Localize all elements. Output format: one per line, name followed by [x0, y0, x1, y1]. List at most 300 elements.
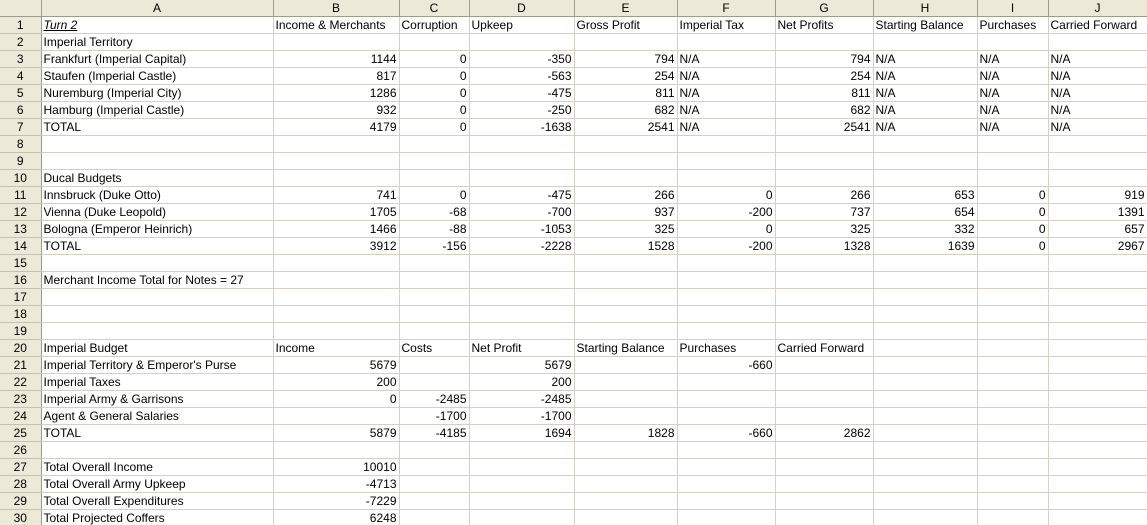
cell-b20[interactable]: Income — [273, 340, 399, 357]
row-header[interactable]: 23 — [0, 391, 41, 408]
cell-e30[interactable] — [574, 510, 677, 525]
column-header-d[interactable]: D — [469, 0, 574, 17]
row-header[interactable]: 30 — [0, 510, 41, 525]
cell-g12[interactable]: 737 — [775, 204, 873, 221]
cell-f11[interactable]: 0 — [677, 187, 775, 204]
cell-e12[interactable]: 937 — [574, 204, 677, 221]
cell-d15[interactable] — [469, 255, 574, 272]
cell-j4[interactable]: N/A — [1048, 68, 1147, 85]
cell-g21[interactable] — [775, 357, 873, 374]
cell-j27[interactable] — [1048, 459, 1147, 476]
cell-f20[interactable]: Purchases — [677, 340, 775, 357]
cell-j6[interactable]: N/A — [1048, 102, 1147, 119]
cell-f3[interactable]: N/A — [677, 51, 775, 68]
cell-e16[interactable] — [574, 272, 677, 289]
cell-f9[interactable] — [677, 153, 775, 170]
cell-c24[interactable]: -1700 — [399, 408, 469, 425]
cell-g20[interactable]: Carried Forward — [775, 340, 873, 357]
column-header-g[interactable]: G — [775, 0, 873, 17]
cell-h4[interactable]: N/A — [873, 68, 977, 85]
cell-a19[interactable] — [41, 323, 273, 340]
cell-e25[interactable]: 1828 — [574, 425, 677, 442]
cell-i7[interactable]: N/A — [977, 119, 1048, 136]
cell-g14[interactable]: 1328 — [775, 238, 873, 255]
cell-h9[interactable] — [873, 153, 977, 170]
cell-g25[interactable]: 2862 — [775, 425, 873, 442]
cell-h5[interactable]: N/A — [873, 85, 977, 102]
cell-g4[interactable]: 254 — [775, 68, 873, 85]
cell-f5[interactable]: N/A — [677, 85, 775, 102]
cell-f14[interactable]: -200 — [677, 238, 775, 255]
cell-b3[interactable]: 1144 — [273, 51, 399, 68]
cell-b26[interactable] — [273, 442, 399, 459]
cell-j2[interactable] — [1048, 34, 1147, 51]
cell-d2[interactable] — [469, 34, 574, 51]
cell-j13[interactable]: 657 — [1048, 221, 1147, 238]
cell-d3[interactable]: -350 — [469, 51, 574, 68]
cell-d10[interactable] — [469, 170, 574, 187]
cell-i19[interactable] — [977, 323, 1048, 340]
cell-f1[interactable]: Imperial Tax — [677, 17, 775, 34]
cell-a17[interactable] — [41, 289, 273, 306]
cell-g11[interactable]: 266 — [775, 187, 873, 204]
cell-a8[interactable] — [41, 136, 273, 153]
cell-a16[interactable]: Merchant Income Total for Notes = 27 — [41, 272, 273, 289]
cell-f15[interactable] — [677, 255, 775, 272]
row-header[interactable]: 9 — [0, 153, 41, 170]
cell-i11[interactable]: 0 — [977, 187, 1048, 204]
cell-g29[interactable] — [775, 493, 873, 510]
cell-h24[interactable] — [873, 408, 977, 425]
cell-e20[interactable]: Starting Balance — [574, 340, 677, 357]
cell-g10[interactable] — [775, 170, 873, 187]
cell-f27[interactable] — [677, 459, 775, 476]
cell-d14[interactable]: -2228 — [469, 238, 574, 255]
row-header[interactable]: 2 — [0, 34, 41, 51]
cell-f17[interactable] — [677, 289, 775, 306]
cell-a13[interactable]: Bologna (Emperor Heinrich) — [41, 221, 273, 238]
cell-a18[interactable] — [41, 306, 273, 323]
cell-g8[interactable] — [775, 136, 873, 153]
cell-c3[interactable]: 0 — [399, 51, 469, 68]
cell-f16[interactable] — [677, 272, 775, 289]
cell-j7[interactable]: N/A — [1048, 119, 1147, 136]
cell-b8[interactable] — [273, 136, 399, 153]
cell-a23[interactable]: Imperial Army & Garrisons — [41, 391, 273, 408]
cell-a14[interactable]: TOTAL — [41, 238, 273, 255]
cell-j25[interactable] — [1048, 425, 1147, 442]
cell-g1[interactable]: Net Profits — [775, 17, 873, 34]
cell-c7[interactable]: 0 — [399, 119, 469, 136]
cell-e15[interactable] — [574, 255, 677, 272]
cell-h19[interactable] — [873, 323, 977, 340]
cell-b19[interactable] — [273, 323, 399, 340]
select-all-corner[interactable] — [0, 0, 41, 17]
cell-c25[interactable]: -4185 — [399, 425, 469, 442]
cell-b11[interactable]: 741 — [273, 187, 399, 204]
cell-b22[interactable]: 200 — [273, 374, 399, 391]
cell-c22[interactable] — [399, 374, 469, 391]
cell-c10[interactable] — [399, 170, 469, 187]
cell-i15[interactable] — [977, 255, 1048, 272]
cell-d18[interactable] — [469, 306, 574, 323]
cell-h10[interactable] — [873, 170, 977, 187]
column-header-j[interactable]: J — [1048, 0, 1147, 17]
cell-f25[interactable]: -660 — [677, 425, 775, 442]
row-header[interactable]: 5 — [0, 85, 41, 102]
cell-j11[interactable]: 919 — [1048, 187, 1147, 204]
cell-e28[interactable] — [574, 476, 677, 493]
cell-e14[interactable]: 1528 — [574, 238, 677, 255]
cell-g22[interactable] — [775, 374, 873, 391]
cell-e2[interactable] — [574, 34, 677, 51]
row-header[interactable]: 20 — [0, 340, 41, 357]
cell-h26[interactable] — [873, 442, 977, 459]
cell-a21[interactable]: Imperial Territory & Emperor's Purse — [41, 357, 273, 374]
cell-h18[interactable] — [873, 306, 977, 323]
cell-d16[interactable] — [469, 272, 574, 289]
cell-f30[interactable] — [677, 510, 775, 525]
cell-f10[interactable] — [677, 170, 775, 187]
cell-b17[interactable] — [273, 289, 399, 306]
row-header[interactable]: 25 — [0, 425, 41, 442]
column-header-i[interactable]: I — [977, 0, 1048, 17]
cell-i26[interactable] — [977, 442, 1048, 459]
cell-b21[interactable]: 5679 — [273, 357, 399, 374]
cell-a6[interactable]: Hamburg (Imperial Castle) — [41, 102, 273, 119]
cell-j14[interactable]: 2967 — [1048, 238, 1147, 255]
cell-g24[interactable] — [775, 408, 873, 425]
cell-h23[interactable] — [873, 391, 977, 408]
cell-e27[interactable] — [574, 459, 677, 476]
cell-g27[interactable] — [775, 459, 873, 476]
cell-j18[interactable] — [1048, 306, 1147, 323]
column-header-b[interactable]: B — [273, 0, 399, 17]
cell-f13[interactable]: 0 — [677, 221, 775, 238]
cell-e19[interactable] — [574, 323, 677, 340]
row-header[interactable]: 19 — [0, 323, 41, 340]
cell-g6[interactable]: 682 — [775, 102, 873, 119]
cell-j23[interactable] — [1048, 391, 1147, 408]
cell-a22[interactable]: Imperial Taxes — [41, 374, 273, 391]
row-header[interactable]: 15 — [0, 255, 41, 272]
cell-a10[interactable]: Ducal Budgets — [41, 170, 273, 187]
cell-g3[interactable]: 794 — [775, 51, 873, 68]
cell-i5[interactable]: N/A — [977, 85, 1048, 102]
cell-h6[interactable]: N/A — [873, 102, 977, 119]
cell-c19[interactable] — [399, 323, 469, 340]
cell-b15[interactable] — [273, 255, 399, 272]
cell-j30[interactable] — [1048, 510, 1147, 525]
cell-g17[interactable] — [775, 289, 873, 306]
cell-a29[interactable]: Total Overall Expenditures — [41, 493, 273, 510]
cell-c26[interactable] — [399, 442, 469, 459]
cell-j29[interactable] — [1048, 493, 1147, 510]
row-header[interactable]: 26 — [0, 442, 41, 459]
cell-h8[interactable] — [873, 136, 977, 153]
cell-d29[interactable] — [469, 493, 574, 510]
cell-a9[interactable] — [41, 153, 273, 170]
cell-d11[interactable]: -475 — [469, 187, 574, 204]
cell-c29[interactable] — [399, 493, 469, 510]
cell-i10[interactable] — [977, 170, 1048, 187]
cell-h1[interactable]: Starting Balance — [873, 17, 977, 34]
cell-d12[interactable]: -700 — [469, 204, 574, 221]
row-header[interactable]: 14 — [0, 238, 41, 255]
cell-c6[interactable]: 0 — [399, 102, 469, 119]
cell-c17[interactable] — [399, 289, 469, 306]
cell-i23[interactable] — [977, 391, 1048, 408]
column-header-h[interactable]: H — [873, 0, 977, 17]
cell-c9[interactable] — [399, 153, 469, 170]
cell-g15[interactable] — [775, 255, 873, 272]
cell-b25[interactable]: 5879 — [273, 425, 399, 442]
cell-a24[interactable]: Agent & General Salaries — [41, 408, 273, 425]
cell-h29[interactable] — [873, 493, 977, 510]
cell-j9[interactable] — [1048, 153, 1147, 170]
cell-d9[interactable] — [469, 153, 574, 170]
cell-a25[interactable]: TOTAL — [41, 425, 273, 442]
row-header[interactable]: 27 — [0, 459, 41, 476]
cell-e29[interactable] — [574, 493, 677, 510]
cell-c30[interactable] — [399, 510, 469, 525]
cell-i6[interactable]: N/A — [977, 102, 1048, 119]
cell-g23[interactable] — [775, 391, 873, 408]
cell-j20[interactable] — [1048, 340, 1147, 357]
cell-d28[interactable] — [469, 476, 574, 493]
cell-g18[interactable] — [775, 306, 873, 323]
row-header[interactable]: 1 — [0, 17, 41, 34]
cell-b5[interactable]: 1286 — [273, 85, 399, 102]
cell-e18[interactable] — [574, 306, 677, 323]
cell-c4[interactable]: 0 — [399, 68, 469, 85]
cell-b27[interactable]: 10010 — [273, 459, 399, 476]
cell-d25[interactable]: 1694 — [469, 425, 574, 442]
cell-h21[interactable] — [873, 357, 977, 374]
row-header[interactable]: 11 — [0, 187, 41, 204]
cell-j17[interactable] — [1048, 289, 1147, 306]
cell-e9[interactable] — [574, 153, 677, 170]
cell-j21[interactable] — [1048, 357, 1147, 374]
cell-i12[interactable]: 0 — [977, 204, 1048, 221]
cell-f12[interactable]: -200 — [677, 204, 775, 221]
cell-g5[interactable]: 811 — [775, 85, 873, 102]
cell-a28[interactable]: Total Overall Army Upkeep — [41, 476, 273, 493]
cell-g7[interactable]: 2541 — [775, 119, 873, 136]
row-header[interactable]: 6 — [0, 102, 41, 119]
column-header-e[interactable]: E — [574, 0, 677, 17]
cell-j3[interactable]: N/A — [1048, 51, 1147, 68]
cell-a5[interactable]: Nuremburg (Imperial City) — [41, 85, 273, 102]
cell-c20[interactable]: Costs — [399, 340, 469, 357]
cell-b4[interactable]: 817 — [273, 68, 399, 85]
cell-i22[interactable] — [977, 374, 1048, 391]
cell-a3[interactable]: Frankfurt (Imperial Capital) — [41, 51, 273, 68]
cell-a30[interactable]: Total Projected Coffers — [41, 510, 273, 525]
cell-c12[interactable]: -68 — [399, 204, 469, 221]
cell-g2[interactable] — [775, 34, 873, 51]
row-header[interactable]: 18 — [0, 306, 41, 323]
cell-i2[interactable] — [977, 34, 1048, 51]
cell-j22[interactable] — [1048, 374, 1147, 391]
cell-h27[interactable] — [873, 459, 977, 476]
cell-c23[interactable]: -2485 — [399, 391, 469, 408]
cell-e13[interactable]: 325 — [574, 221, 677, 238]
cell-e17[interactable] — [574, 289, 677, 306]
cell-e10[interactable] — [574, 170, 677, 187]
cell-f7[interactable]: N/A — [677, 119, 775, 136]
cell-b16[interactable] — [273, 272, 399, 289]
cell-d17[interactable] — [469, 289, 574, 306]
cell-b9[interactable] — [273, 153, 399, 170]
cell-f4[interactable]: N/A — [677, 68, 775, 85]
cell-b24[interactable] — [273, 408, 399, 425]
row-header[interactable]: 12 — [0, 204, 41, 221]
cell-c16[interactable] — [399, 272, 469, 289]
cell-i13[interactable]: 0 — [977, 221, 1048, 238]
cell-e26[interactable] — [574, 442, 677, 459]
cell-a11[interactable]: Innsbruck (Duke Otto) — [41, 187, 273, 204]
cell-e3[interactable]: 794 — [574, 51, 677, 68]
cell-i14[interactable]: 0 — [977, 238, 1048, 255]
row-header[interactable]: 28 — [0, 476, 41, 493]
cell-f2[interactable] — [677, 34, 775, 51]
cell-b30[interactable]: 6248 — [273, 510, 399, 525]
cell-d30[interactable] — [469, 510, 574, 525]
cell-c15[interactable] — [399, 255, 469, 272]
cell-c1[interactable]: Corruption — [399, 17, 469, 34]
cell-h2[interactable] — [873, 34, 977, 51]
cell-h16[interactable] — [873, 272, 977, 289]
cell-i9[interactable] — [977, 153, 1048, 170]
cell-j26[interactable] — [1048, 442, 1147, 459]
cell-c21[interactable] — [399, 357, 469, 374]
cell-i24[interactable] — [977, 408, 1048, 425]
cell-g16[interactable] — [775, 272, 873, 289]
cell-a12[interactable]: Vienna (Duke Leopold) — [41, 204, 273, 221]
row-header[interactable]: 29 — [0, 493, 41, 510]
cell-e5[interactable]: 811 — [574, 85, 677, 102]
cell-c28[interactable] — [399, 476, 469, 493]
cell-g9[interactable] — [775, 153, 873, 170]
cell-i25[interactable] — [977, 425, 1048, 442]
cell-d20[interactable]: Net Profit — [469, 340, 574, 357]
row-header[interactable]: 4 — [0, 68, 41, 85]
cell-d27[interactable] — [469, 459, 574, 476]
cell-g30[interactable] — [775, 510, 873, 525]
cell-a1[interactable]: Turn 2 — [41, 17, 273, 34]
cell-c13[interactable]: -88 — [399, 221, 469, 238]
cell-i29[interactable] — [977, 493, 1048, 510]
cell-j15[interactable] — [1048, 255, 1147, 272]
cell-d8[interactable] — [469, 136, 574, 153]
cell-e4[interactable]: 254 — [574, 68, 677, 85]
cell-a15[interactable] — [41, 255, 273, 272]
cell-h15[interactable] — [873, 255, 977, 272]
cell-h30[interactable] — [873, 510, 977, 525]
row-header[interactable]: 16 — [0, 272, 41, 289]
cell-d1[interactable]: Upkeep — [469, 17, 574, 34]
cell-i27[interactable] — [977, 459, 1048, 476]
cell-e8[interactable] — [574, 136, 677, 153]
cell-c14[interactable]: -156 — [399, 238, 469, 255]
cell-d24[interactable]: -1700 — [469, 408, 574, 425]
cell-f22[interactable] — [677, 374, 775, 391]
cell-j10[interactable] — [1048, 170, 1147, 187]
cell-e23[interactable] — [574, 391, 677, 408]
cell-j16[interactable] — [1048, 272, 1147, 289]
cell-h11[interactable]: 653 — [873, 187, 977, 204]
cell-h17[interactable] — [873, 289, 977, 306]
cell-h12[interactable]: 654 — [873, 204, 977, 221]
cell-h28[interactable] — [873, 476, 977, 493]
cell-i21[interactable] — [977, 357, 1048, 374]
cell-f19[interactable] — [677, 323, 775, 340]
cell-i16[interactable] — [977, 272, 1048, 289]
cell-c27[interactable] — [399, 459, 469, 476]
cell-h22[interactable] — [873, 374, 977, 391]
cell-a26[interactable] — [41, 442, 273, 459]
cell-c2[interactable] — [399, 34, 469, 51]
cell-i1[interactable]: Purchases — [977, 17, 1048, 34]
row-header[interactable]: 24 — [0, 408, 41, 425]
cell-b29[interactable]: -7229 — [273, 493, 399, 510]
row-header[interactable]: 21 — [0, 357, 41, 374]
row-header[interactable]: 8 — [0, 136, 41, 153]
cell-d26[interactable] — [469, 442, 574, 459]
cell-b14[interactable]: 3912 — [273, 238, 399, 255]
cell-d21[interactable]: 5679 — [469, 357, 574, 374]
row-header[interactable]: 7 — [0, 119, 41, 136]
cell-g19[interactable] — [775, 323, 873, 340]
row-header[interactable]: 13 — [0, 221, 41, 238]
cell-a7[interactable]: TOTAL — [41, 119, 273, 136]
cell-e24[interactable] — [574, 408, 677, 425]
cell-d22[interactable]: 200 — [469, 374, 574, 391]
cell-b2[interactable] — [273, 34, 399, 51]
cell-h25[interactable] — [873, 425, 977, 442]
cell-i4[interactable]: N/A — [977, 68, 1048, 85]
cell-j24[interactable] — [1048, 408, 1147, 425]
cell-d4[interactable]: -563 — [469, 68, 574, 85]
column-header-c[interactable]: C — [399, 0, 469, 17]
cell-f6[interactable]: N/A — [677, 102, 775, 119]
cell-f24[interactable] — [677, 408, 775, 425]
cell-d5[interactable]: -475 — [469, 85, 574, 102]
column-header-a[interactable]: A — [41, 0, 273, 17]
cell-f23[interactable] — [677, 391, 775, 408]
cell-j1[interactable]: Carried Forward — [1048, 17, 1147, 34]
cell-d13[interactable]: -1053 — [469, 221, 574, 238]
cell-b18[interactable] — [273, 306, 399, 323]
cell-f28[interactable] — [677, 476, 775, 493]
cell-d6[interactable]: -250 — [469, 102, 574, 119]
cell-g26[interactable] — [775, 442, 873, 459]
cell-g13[interactable]: 325 — [775, 221, 873, 238]
cell-b1[interactable]: Income & Merchants — [273, 17, 399, 34]
cell-h20[interactable] — [873, 340, 977, 357]
cell-b23[interactable]: 0 — [273, 391, 399, 408]
cell-e6[interactable]: 682 — [574, 102, 677, 119]
cell-h3[interactable]: N/A — [873, 51, 977, 68]
cell-b6[interactable]: 932 — [273, 102, 399, 119]
cell-b28[interactable]: -4713 — [273, 476, 399, 493]
cell-j19[interactable] — [1048, 323, 1147, 340]
cell-d23[interactable]: -2485 — [469, 391, 574, 408]
cell-i28[interactable] — [977, 476, 1048, 493]
cell-g28[interactable] — [775, 476, 873, 493]
cell-d7[interactable]: -1638 — [469, 119, 574, 136]
